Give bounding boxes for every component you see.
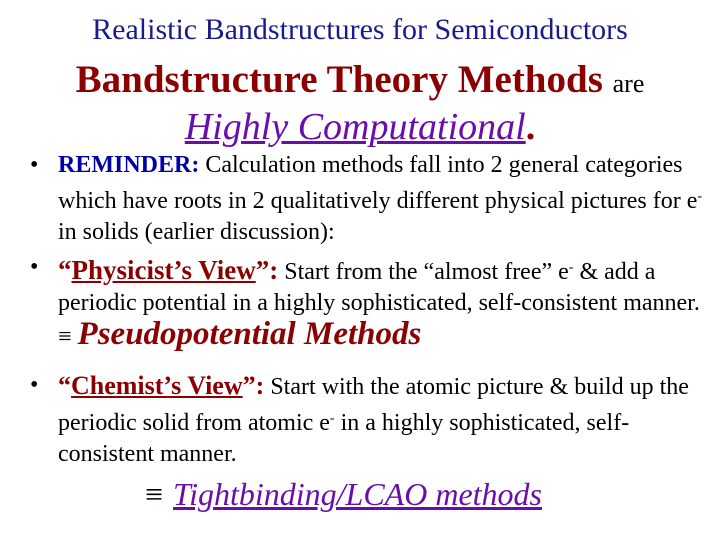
bullet-dot: • <box>30 372 39 398</box>
bullet-dot: • <box>30 254 39 280</box>
subtitle-period: . <box>525 106 536 148</box>
equiv-symbol: ≡ <box>145 476 164 512</box>
bullet-chemist-view <box>30 370 710 470</box>
tightbinding-methods: Tightbinding/LCAO methods <box>173 476 542 512</box>
equiv-symbol: ≡ <box>58 324 72 350</box>
superscript-minus: - <box>568 260 574 275</box>
reminder-text-end: in solids (earlier discussion): <box>58 219 335 245</box>
pseudopotential-methods: Pseudopotential Methods <box>77 316 422 352</box>
reminder-text: Calculation methods fall into 2 general categories which have roots in 2 qualitatively different physical pictures for e <box>58 152 698 214</box>
bullet-reminder <box>30 150 710 248</box>
physicist-view-heading: “Physicist’s View”: <box>58 255 279 285</box>
highly-computational-text: Highly Computational <box>184 106 526 148</box>
chemist-view-heading: “Chemist’s View”: <box>58 371 265 400</box>
subtitle <box>0 56 720 108</box>
superscript-minus: - <box>697 189 703 204</box>
superscript-minus: - <box>329 411 335 426</box>
slide-title: Realistic Bandstructures for Semiconductors <box>92 13 628 46</box>
subtitle-main: Bandstructure Theory Methods <box>75 58 603 101</box>
subtitle-emphasis <box>0 104 720 150</box>
tightbinding-line <box>145 474 542 514</box>
bullet-text <box>58 370 710 470</box>
chemist-text-end: in a highly sophisticated, self-consistent manner. <box>58 410 630 467</box>
physicist-text-end: & add a periodic potential in a highly sophisticated, self-consistent manner. <box>58 259 700 316</box>
bullet-text <box>58 252 710 353</box>
subtitle-suffix: are <box>612 69 645 98</box>
reminder-label: REMINDER: <box>58 152 200 178</box>
chemist-text: Start with the atomic picture & build up the periodic solid from atomic e <box>58 374 689 436</box>
bullet-physicist-view <box>30 252 710 353</box>
bullet-dot: • <box>30 152 39 178</box>
physicist-text: Start from the “almost free” e <box>278 259 569 285</box>
bullet-text <box>58 150 710 248</box>
